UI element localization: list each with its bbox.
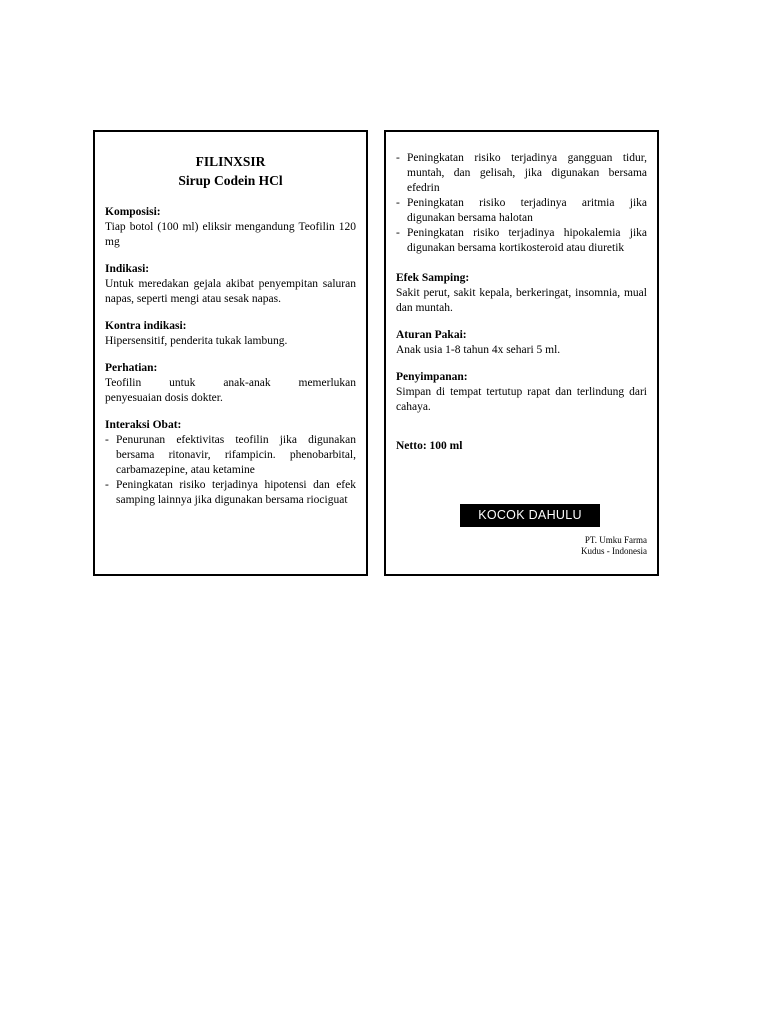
indikasi-text: Untuk meredakan gejala akibat penyempitan saluran napas, seperti mengi atau sesak napas.: [105, 278, 356, 305]
netto-text: Netto: 100 ml: [396, 440, 463, 452]
section-penyimpanan: [396, 370, 647, 415]
section-kontra-indikasi: [105, 319, 356, 349]
section-efek-samping: [396, 271, 647, 316]
interaksi-item: - Peningkatan risiko terjadinya hipokalemia jika digunakan bersama kortikosteroid atau diuretik: [396, 226, 647, 256]
section-interaksi-obat: [105, 418, 356, 508]
product-name: FILINXSIR: [195, 154, 266, 169]
interaksi-item: - Peningkatan risiko terjadinya aritmia jika digunakan bersama halotan: [396, 196, 647, 226]
manufacturer-location: Kudus - Indonesia: [581, 546, 647, 556]
interaksi-heading: Interaksi Obat:: [105, 419, 182, 431]
section-netto: [396, 439, 647, 454]
komposisi-heading: Komposisi:: [105, 206, 161, 218]
efek-text: Sakit perut, sakit kepala, berkeringat, insomnia, mual dan muntah.: [396, 287, 647, 314]
komposisi-text: Tiap botol (100 ml) eliksir mengandung Teofilin 120 mg: [105, 221, 356, 248]
label-panel-left: [93, 130, 368, 576]
kontra-heading: Kontra indikasi:: [105, 320, 187, 332]
indikasi-heading: Indikasi:: [105, 263, 150, 275]
interaksi-item: - Peningkatan risiko terjadinya hipotensi dan efek samping lainnya jika digunakan bersama riociguat: [105, 478, 356, 508]
label-panel-right: [384, 130, 659, 576]
penyimpanan-text: Simpan di tempat tertutup rapat dan terlindung dari cahaya.: [396, 386, 647, 413]
interaksi-item: - Peningkatan risiko terjadinya gangguan tidur, muntah, dan gelisah, jika digunakan bersama efedrin: [396, 151, 647, 196]
aturan-text: Anak usia 1-8 tahun 4x sehari 5 ml.: [396, 344, 561, 356]
right-content: [396, 132, 647, 454]
interaksi-list-continued: [396, 151, 647, 256]
section-indikasi: [105, 262, 356, 307]
manufacturer-info: [581, 535, 647, 557]
perhatian-text-line2: penyesuaian dosis dokter.: [105, 392, 223, 404]
perhatian-heading: Perhatian:: [105, 362, 158, 374]
section-perhatian: [105, 361, 356, 406]
perhatian-text-line1: Teofilin untuk anak-anak memerlukan: [105, 377, 356, 389]
efek-heading: Efek Samping:: [396, 272, 470, 284]
interaksi-list: [105, 433, 356, 508]
kontra-text: Hipersensitif, penderita tukak lambung.: [105, 335, 288, 347]
section-aturan-pakai: [396, 328, 647, 358]
interaksi-item: - Penurunan efektivitas teofilin jika digunakan bersama ritonavir, rifampicin. phenobarbital, carbamazepine, atau ketamine: [105, 433, 356, 478]
kocok-dahulu-badge: KOCOK DAHULU: [460, 504, 600, 527]
manufacturer-name: PT. Umku Farma: [584, 535, 647, 545]
aturan-heading: Aturan Pakai:: [396, 329, 467, 341]
section-komposisi: [105, 205, 356, 250]
product-subtitle: Sirup Codein HCl: [178, 173, 283, 188]
penyimpanan-heading: Penyimpanan:: [396, 371, 468, 383]
left-content: [105, 132, 356, 508]
